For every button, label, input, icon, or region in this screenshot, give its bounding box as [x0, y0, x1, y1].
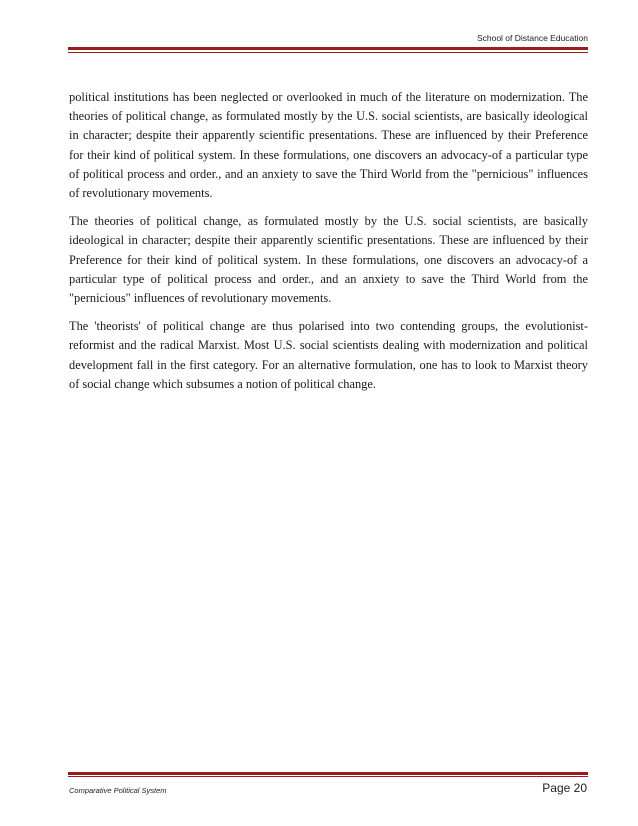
header-rule-thin: [68, 52, 588, 53]
footer-rule-thick: [68, 772, 588, 775]
footer-rule-thin: [68, 776, 588, 777]
paragraph-1: political institutions has been neglected or overlooked in much of the literature on modernization. The theories of political change, as formulated mostly by the U.S. social scientists, are basically ideological in character; despite their apparently scientific presentations. These are influenced by their Preference for their kind of political system. In these formulations, one discovers an advocacy-of a particular type of political process and order., and an anxiety to save the Third World from the "pernicious" influences of revolutionary movements.: [69, 90, 588, 201]
header-institution: School of Distance Education: [476, 33, 588, 43]
page-number: Page 20: [542, 781, 587, 795]
paragraph-2: The theories of political change, as formulated mostly by the U.S. social scientists, are basically ideological in character; despite their apparently scientific presentations. These are influenced by their Preference for their kind of political system. In these formulations, one discovers an advocacy-of a particular type of political process and order., and an anxiety to save the Third World from the "pernicious" influences of revolutionary movements.: [69, 214, 588, 306]
paragraph-3: The 'theorists' of political change are thus polarised into two contending groups, the evolutionist-reformist and the radical Marxist. Most U.S. social scientists dealing with modernization and political development fall in the first category. For an alternative formulation, one has to look to Marxist theory of social change which subsumes a notion of political change.: [69, 319, 588, 391]
header-rule-thick: [68, 47, 588, 50]
page-body: [69, 88, 588, 403]
footer-course-title: Comparative Political System: [69, 786, 167, 795]
